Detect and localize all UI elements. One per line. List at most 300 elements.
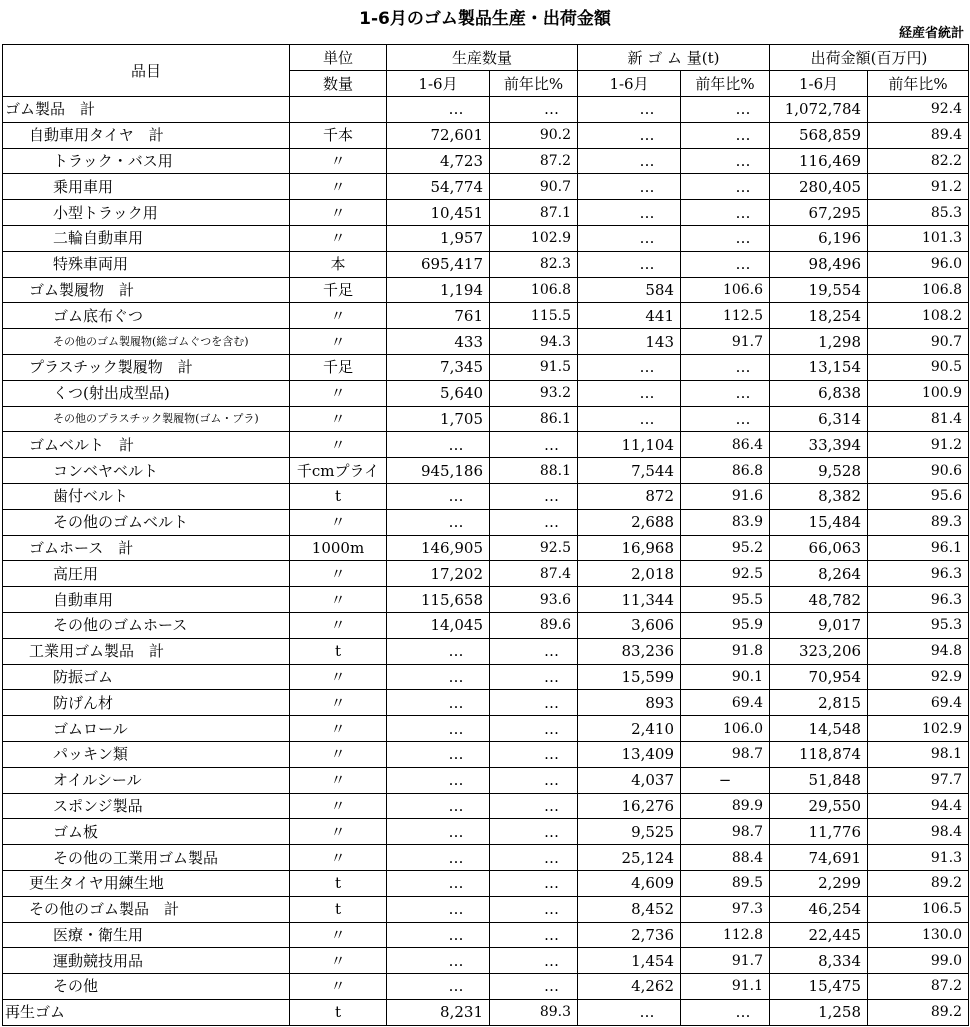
production-qty-cell: 7,345 bbox=[387, 354, 490, 380]
production-table bbox=[2, 44, 969, 1026]
item-name-cell: その他の工業用ゴム製品 bbox=[3, 845, 290, 871]
shipment-yoy-cell: 99.0 bbox=[868, 948, 969, 974]
production-yoy-cell: 90.2 bbox=[490, 122, 578, 148]
shipment-value-cell: 74,691 bbox=[770, 845, 868, 871]
new-rubber-yoy-cell: 112.5 bbox=[681, 303, 770, 329]
table-row bbox=[3, 870, 969, 896]
shipment-yoy-cell: 97.7 bbox=[868, 767, 969, 793]
table-row bbox=[3, 896, 969, 922]
shipment-value-cell: 13,154 bbox=[770, 354, 868, 380]
new-rubber-qty-cell: 893 bbox=[578, 690, 681, 716]
production-qty-cell: 72,601 bbox=[387, 122, 490, 148]
new-rubber-yoy-cell: … bbox=[681, 354, 770, 380]
new-rubber-yoy-cell: … bbox=[681, 97, 770, 123]
shipment-yoy-cell: 92.4 bbox=[868, 97, 969, 123]
item-name-cell: コンベヤベルト bbox=[3, 458, 290, 484]
production-qty-cell: … bbox=[387, 845, 490, 871]
new-rubber-qty-cell: 2,688 bbox=[578, 509, 681, 535]
new-rubber-yoy-cell: 106.0 bbox=[681, 716, 770, 742]
shipment-value-cell: 15,484 bbox=[770, 509, 868, 535]
item-name-cell: 工業用ゴム製品 計 bbox=[3, 638, 290, 664]
shipment-yoy-cell: 98.4 bbox=[868, 819, 969, 845]
unit-cell: t bbox=[290, 999, 387, 1025]
new-rubber-qty-cell: 25,124 bbox=[578, 845, 681, 871]
production-qty-cell: 8,231 bbox=[387, 999, 490, 1025]
new-rubber-qty-cell: … bbox=[578, 225, 681, 251]
shipment-value-cell: 33,394 bbox=[770, 432, 868, 458]
new-rubber-yoy-cell: … bbox=[681, 999, 770, 1025]
unit-cell: 〃 bbox=[290, 509, 387, 535]
new-rubber-qty-cell: 83,236 bbox=[578, 638, 681, 664]
new-rubber-qty-cell: 16,968 bbox=[578, 535, 681, 561]
production-yoy-cell: … bbox=[490, 741, 578, 767]
table-body bbox=[3, 97, 969, 1026]
production-qty-cell: … bbox=[387, 97, 490, 123]
new-rubber-yoy-cell: … bbox=[681, 380, 770, 406]
unit-cell: 〃 bbox=[290, 432, 387, 458]
unit-cell: 1000m bbox=[290, 535, 387, 561]
item-name-cell: ゴム製品 計 bbox=[3, 97, 290, 123]
shipment-value-cell: 70,954 bbox=[770, 664, 868, 690]
header-ship-yoy: 前年比% bbox=[868, 71, 969, 97]
production-qty-cell: … bbox=[387, 483, 490, 509]
shipment-value-cell: 67,295 bbox=[770, 200, 868, 226]
production-yoy-cell: … bbox=[490, 793, 578, 819]
shipment-value-cell: 116,469 bbox=[770, 148, 868, 174]
production-qty-cell: 761 bbox=[387, 303, 490, 329]
unit-cell: t bbox=[290, 483, 387, 509]
production-qty-cell: … bbox=[387, 509, 490, 535]
item-name-cell: プラスチック製履物 計 bbox=[3, 354, 290, 380]
unit-cell: 〃 bbox=[290, 819, 387, 845]
production-yoy-cell: … bbox=[490, 716, 578, 742]
new-rubber-yoy-cell: 98.7 bbox=[681, 819, 770, 845]
shipment-yoy-cell: 91.2 bbox=[868, 174, 969, 200]
table-row bbox=[3, 148, 969, 174]
production-qty-cell: 10,451 bbox=[387, 200, 490, 226]
table-row bbox=[3, 535, 969, 561]
shipment-value-cell: 568,859 bbox=[770, 122, 868, 148]
shipment-yoy-cell: 94.4 bbox=[868, 793, 969, 819]
header-prod-yoy: 前年比% bbox=[490, 71, 578, 97]
production-yoy-cell: 115.5 bbox=[490, 303, 578, 329]
shipment-yoy-cell: 106.5 bbox=[868, 896, 969, 922]
header-unit: 単位 bbox=[290, 45, 387, 71]
table-row bbox=[3, 483, 969, 509]
new-rubber-qty-cell: 13,409 bbox=[578, 741, 681, 767]
shipment-yoy-cell: 95.3 bbox=[868, 612, 969, 638]
production-yoy-cell: 87.4 bbox=[490, 561, 578, 587]
production-yoy-cell: … bbox=[490, 664, 578, 690]
shipment-value-cell: 6,314 bbox=[770, 406, 868, 432]
unit-cell: 〃 bbox=[290, 612, 387, 638]
production-yoy-cell: 91.5 bbox=[490, 354, 578, 380]
shipment-yoy-cell: 92.9 bbox=[868, 664, 969, 690]
item-name-cell: 防げん材 bbox=[3, 690, 290, 716]
production-qty-cell: … bbox=[387, 948, 490, 974]
shipment-yoy-cell: 130.0 bbox=[868, 922, 969, 948]
new-rubber-qty-cell: 143 bbox=[578, 329, 681, 355]
new-rubber-yoy-cell: … bbox=[681, 406, 770, 432]
item-name-cell: 自動車用 bbox=[3, 587, 290, 613]
new-rubber-qty-cell: 2,018 bbox=[578, 561, 681, 587]
item-name-cell: 特殊車両用 bbox=[3, 251, 290, 277]
item-name-cell: 更生タイヤ用練生地 bbox=[3, 870, 290, 896]
table-row bbox=[3, 251, 969, 277]
production-qty-cell: … bbox=[387, 432, 490, 458]
table-row bbox=[3, 329, 969, 355]
item-name-cell: 高圧用 bbox=[3, 561, 290, 587]
shipment-value-cell: 51,848 bbox=[770, 767, 868, 793]
shipment-value-cell: 9,528 bbox=[770, 458, 868, 484]
unit-cell: 〃 bbox=[290, 690, 387, 716]
new-rubber-qty-cell: 4,037 bbox=[578, 767, 681, 793]
new-rubber-yoy-cell: 91.7 bbox=[681, 948, 770, 974]
table-row bbox=[3, 845, 969, 871]
header-quantity: 数量 bbox=[290, 71, 387, 97]
production-qty-cell: 146,905 bbox=[387, 535, 490, 561]
unit-cell: 〃 bbox=[290, 845, 387, 871]
production-qty-cell: … bbox=[387, 741, 490, 767]
production-yoy-cell: … bbox=[490, 845, 578, 871]
new-rubber-yoy-cell: 69.4 bbox=[681, 690, 770, 716]
shipment-yoy-cell: 98.1 bbox=[868, 741, 969, 767]
item-name-cell: 歯付ベルト bbox=[3, 483, 290, 509]
item-name-cell: ゴム底布ぐつ bbox=[3, 303, 290, 329]
item-name-cell: パッキン類 bbox=[3, 741, 290, 767]
shipment-yoy-cell: 96.0 bbox=[868, 251, 969, 277]
production-qty-cell: … bbox=[387, 793, 490, 819]
unit-cell: t bbox=[290, 870, 387, 896]
header-production: 生産数量 bbox=[387, 45, 578, 71]
production-yoy-cell: 82.3 bbox=[490, 251, 578, 277]
new-rubber-qty-cell: 11,344 bbox=[578, 587, 681, 613]
new-rubber-qty-cell: 872 bbox=[578, 483, 681, 509]
new-rubber-yoy-cell: 90.1 bbox=[681, 664, 770, 690]
shipment-yoy-cell: 69.4 bbox=[868, 690, 969, 716]
new-rubber-qty-cell: … bbox=[578, 122, 681, 148]
new-rubber-qty-cell: … bbox=[578, 148, 681, 174]
table-row bbox=[3, 225, 969, 251]
shipment-value-cell: 15,475 bbox=[770, 974, 868, 1000]
shipment-yoy-cell: 106.8 bbox=[868, 277, 969, 303]
production-qty-cell: … bbox=[387, 974, 490, 1000]
unit-cell: 〃 bbox=[290, 406, 387, 432]
item-name-cell: ゴム製履物 計 bbox=[3, 277, 290, 303]
shipment-value-cell: 14,548 bbox=[770, 716, 868, 742]
shipment-yoy-cell: 89.4 bbox=[868, 122, 969, 148]
unit-cell: 千足 bbox=[290, 277, 387, 303]
new-rubber-qty-cell: 441 bbox=[578, 303, 681, 329]
production-yoy-cell: … bbox=[490, 509, 578, 535]
table-row bbox=[3, 509, 969, 535]
table-row bbox=[3, 767, 969, 793]
item-name-cell: 乗用車用 bbox=[3, 174, 290, 200]
production-yoy-cell: 86.1 bbox=[490, 406, 578, 432]
item-name-cell: 自動車用タイヤ 計 bbox=[3, 122, 290, 148]
unit-cell: 〃 bbox=[290, 587, 387, 613]
new-rubber-qty-cell: … bbox=[578, 251, 681, 277]
new-rubber-yoy-cell: 106.6 bbox=[681, 277, 770, 303]
new-rubber-yoy-cell: … bbox=[681, 251, 770, 277]
shipment-yoy-cell: 91.2 bbox=[868, 432, 969, 458]
new-rubber-yoy-cell: 91.6 bbox=[681, 483, 770, 509]
unit-cell: 〃 bbox=[290, 793, 387, 819]
production-yoy-cell: … bbox=[490, 97, 578, 123]
unit-cell: 〃 bbox=[290, 741, 387, 767]
production-qty-cell: … bbox=[387, 870, 490, 896]
new-rubber-qty-cell: 3,606 bbox=[578, 612, 681, 638]
new-rubber-yoy-cell: − bbox=[681, 767, 770, 793]
shipment-yoy-cell: 87.2 bbox=[868, 974, 969, 1000]
production-qty-cell: 5,640 bbox=[387, 380, 490, 406]
shipment-value-cell: 29,550 bbox=[770, 793, 868, 819]
shipment-yoy-cell: 85.3 bbox=[868, 200, 969, 226]
new-rubber-yoy-cell: 91.7 bbox=[681, 329, 770, 355]
production-qty-cell: 433 bbox=[387, 329, 490, 355]
new-rubber-yoy-cell: … bbox=[681, 122, 770, 148]
source-note: 経産省統計 bbox=[898, 26, 964, 41]
production-yoy-cell: 89.6 bbox=[490, 612, 578, 638]
unit-cell: 〃 bbox=[290, 174, 387, 200]
table-row bbox=[3, 458, 969, 484]
new-rubber-qty-cell: … bbox=[578, 200, 681, 226]
production-qty-cell: 1,705 bbox=[387, 406, 490, 432]
table-row bbox=[3, 922, 969, 948]
shipment-yoy-cell: 96.3 bbox=[868, 587, 969, 613]
header-shipment: 出荷金額(百万円) bbox=[770, 45, 969, 71]
header-rubber-yoy: 前年比% bbox=[681, 71, 770, 97]
shipment-value-cell: 18,254 bbox=[770, 303, 868, 329]
production-qty-cell: 115,658 bbox=[387, 587, 490, 613]
table-row bbox=[3, 793, 969, 819]
production-yoy-cell: … bbox=[490, 638, 578, 664]
item-name-cell: トラック・バス用 bbox=[3, 148, 290, 174]
header-new-rubber: 新 ゴ ム 量(t) bbox=[578, 45, 770, 71]
header-prod-period: 1-6月 bbox=[387, 71, 490, 97]
table-row bbox=[3, 432, 969, 458]
item-name-cell: ゴムベルト 計 bbox=[3, 432, 290, 458]
shipment-value-cell: 8,264 bbox=[770, 561, 868, 587]
new-rubber-qty-cell: … bbox=[578, 174, 681, 200]
item-name-cell: ゴム板 bbox=[3, 819, 290, 845]
unit-cell: 〃 bbox=[290, 329, 387, 355]
table-row bbox=[3, 97, 969, 123]
table-row bbox=[3, 354, 969, 380]
production-yoy-cell: 87.1 bbox=[490, 200, 578, 226]
item-name-cell: ゴムロール bbox=[3, 716, 290, 742]
item-name-cell: その他のゴム製品 計 bbox=[3, 896, 290, 922]
unit-cell: 〃 bbox=[290, 974, 387, 1000]
table-row bbox=[3, 380, 969, 406]
shipment-value-cell: 2,299 bbox=[770, 870, 868, 896]
shipment-value-cell: 48,782 bbox=[770, 587, 868, 613]
production-yoy-cell: 106.8 bbox=[490, 277, 578, 303]
shipment-value-cell: 2,815 bbox=[770, 690, 868, 716]
unit-cell: 千cmプライ bbox=[290, 458, 387, 484]
production-qty-cell: … bbox=[387, 767, 490, 793]
unit-cell: 本 bbox=[290, 251, 387, 277]
table-row bbox=[3, 406, 969, 432]
table-row bbox=[3, 638, 969, 664]
unit-cell: t bbox=[290, 896, 387, 922]
item-name-cell: 防振ゴム bbox=[3, 664, 290, 690]
production-yoy-cell: … bbox=[490, 767, 578, 793]
new-rubber-qty-cell: 1,454 bbox=[578, 948, 681, 974]
item-name-cell: オイルシール bbox=[3, 767, 290, 793]
production-yoy-cell: … bbox=[490, 870, 578, 896]
new-rubber-yoy-cell: 86.4 bbox=[681, 432, 770, 458]
shipment-value-cell: 6,838 bbox=[770, 380, 868, 406]
new-rubber-qty-cell: 4,262 bbox=[578, 974, 681, 1000]
production-yoy-cell: … bbox=[490, 974, 578, 1000]
shipment-yoy-cell: 91.3 bbox=[868, 845, 969, 871]
shipment-yoy-cell: 94.8 bbox=[868, 638, 969, 664]
production-qty-cell: 54,774 bbox=[387, 174, 490, 200]
new-rubber-yoy-cell: 89.9 bbox=[681, 793, 770, 819]
table-row bbox=[3, 690, 969, 716]
unit-cell: 〃 bbox=[290, 225, 387, 251]
new-rubber-qty-cell: 2,736 bbox=[578, 922, 681, 948]
shipment-value-cell: 98,496 bbox=[770, 251, 868, 277]
production-qty-cell: 4,723 bbox=[387, 148, 490, 174]
production-yoy-cell: … bbox=[490, 948, 578, 974]
shipment-value-cell: 1,258 bbox=[770, 999, 868, 1025]
item-name-cell: 運動競技用品 bbox=[3, 948, 290, 974]
table-row bbox=[3, 200, 969, 226]
new-rubber-yoy-cell: 92.5 bbox=[681, 561, 770, 587]
production-qty-cell: … bbox=[387, 690, 490, 716]
new-rubber-yoy-cell: 91.1 bbox=[681, 974, 770, 1000]
header-item: 品目 bbox=[3, 45, 290, 97]
new-rubber-qty-cell: 7,544 bbox=[578, 458, 681, 484]
shipment-value-cell: 1,072,784 bbox=[770, 97, 868, 123]
item-name-cell: 小型トラック用 bbox=[3, 200, 290, 226]
shipment-value-cell: 19,554 bbox=[770, 277, 868, 303]
production-yoy-cell: 102.9 bbox=[490, 225, 578, 251]
production-qty-cell: 945,186 bbox=[387, 458, 490, 484]
unit-cell: 〃 bbox=[290, 303, 387, 329]
table-row bbox=[3, 999, 969, 1025]
shipment-value-cell: 9,017 bbox=[770, 612, 868, 638]
unit-cell: 千足 bbox=[290, 354, 387, 380]
shipment-value-cell: 66,063 bbox=[770, 535, 868, 561]
production-yoy-cell: 87.2 bbox=[490, 148, 578, 174]
shipment-value-cell: 22,445 bbox=[770, 922, 868, 948]
unit-cell: 〃 bbox=[290, 716, 387, 742]
unit-cell: 〃 bbox=[290, 767, 387, 793]
new-rubber-yoy-cell: 95.2 bbox=[681, 535, 770, 561]
new-rubber-yoy-cell: 95.9 bbox=[681, 612, 770, 638]
shipment-value-cell: 8,382 bbox=[770, 483, 868, 509]
new-rubber-qty-cell: … bbox=[578, 380, 681, 406]
shipment-yoy-cell: 96.3 bbox=[868, 561, 969, 587]
production-qty-cell: 17,202 bbox=[387, 561, 490, 587]
production-yoy-cell: 89.3 bbox=[490, 999, 578, 1025]
production-qty-cell: 695,417 bbox=[387, 251, 490, 277]
shipment-yoy-cell: 100.9 bbox=[868, 380, 969, 406]
unit-cell: 〃 bbox=[290, 380, 387, 406]
shipment-value-cell: 11,776 bbox=[770, 819, 868, 845]
item-name-cell: くつ(射出成型品) bbox=[3, 380, 290, 406]
new-rubber-yoy-cell: … bbox=[681, 200, 770, 226]
unit-cell: t bbox=[290, 638, 387, 664]
unit-cell: 〃 bbox=[290, 148, 387, 174]
production-yoy-cell: … bbox=[490, 432, 578, 458]
shipment-yoy-cell: 102.9 bbox=[868, 716, 969, 742]
production-qty-cell: … bbox=[387, 638, 490, 664]
new-rubber-yoy-cell: 98.7 bbox=[681, 741, 770, 767]
table-row bbox=[3, 716, 969, 742]
production-yoy-cell: … bbox=[490, 896, 578, 922]
table-row bbox=[3, 303, 969, 329]
shipment-value-cell: 46,254 bbox=[770, 896, 868, 922]
production-qty-cell: … bbox=[387, 716, 490, 742]
item-name-cell: 再生ゴム bbox=[3, 999, 290, 1025]
item-name-cell: その他 bbox=[3, 974, 290, 1000]
new-rubber-yoy-cell: 88.4 bbox=[681, 845, 770, 871]
item-name-cell: その他のゴムベルト bbox=[3, 509, 290, 535]
shipment-yoy-cell: 101.3 bbox=[868, 225, 969, 251]
new-rubber-yoy-cell: 95.5 bbox=[681, 587, 770, 613]
production-qty-cell: … bbox=[387, 664, 490, 690]
item-name-cell: 医療・衛生用 bbox=[3, 922, 290, 948]
production-qty-cell: … bbox=[387, 922, 490, 948]
new-rubber-qty-cell: … bbox=[578, 97, 681, 123]
shipment-yoy-cell: 90.6 bbox=[868, 458, 969, 484]
new-rubber-yoy-cell: 83.9 bbox=[681, 509, 770, 535]
table-row bbox=[3, 174, 969, 200]
production-yoy-cell: … bbox=[490, 819, 578, 845]
production-qty-cell: 1,194 bbox=[387, 277, 490, 303]
shipment-value-cell: 8,334 bbox=[770, 948, 868, 974]
shipment-value-cell: 323,206 bbox=[770, 638, 868, 664]
production-yoy-cell: 90.7 bbox=[490, 174, 578, 200]
header-rubber-period: 1-6月 bbox=[578, 71, 681, 97]
production-yoy-cell: 94.3 bbox=[490, 329, 578, 355]
production-yoy-cell: 93.2 bbox=[490, 380, 578, 406]
header-ship-period: 1-6月 bbox=[770, 71, 868, 97]
new-rubber-yoy-cell: 86.8 bbox=[681, 458, 770, 484]
unit-cell: 〃 bbox=[290, 200, 387, 226]
shipment-yoy-cell: 90.7 bbox=[868, 329, 969, 355]
shipment-yoy-cell: 82.2 bbox=[868, 148, 969, 174]
table-row bbox=[3, 122, 969, 148]
production-yoy-cell: 92.5 bbox=[490, 535, 578, 561]
new-rubber-qty-cell: 11,104 bbox=[578, 432, 681, 458]
shipment-value-cell: 6,196 bbox=[770, 225, 868, 251]
shipment-yoy-cell: 89.3 bbox=[868, 509, 969, 535]
shipment-yoy-cell: 89.2 bbox=[868, 870, 969, 896]
new-rubber-yoy-cell: … bbox=[681, 148, 770, 174]
item-name-cell: その他のゴム製履物(総ゴムぐつを含む) bbox=[3, 329, 290, 355]
table-row bbox=[3, 948, 969, 974]
new-rubber-yoy-cell: … bbox=[681, 174, 770, 200]
new-rubber-yoy-cell: 91.8 bbox=[681, 638, 770, 664]
new-rubber-qty-cell: … bbox=[578, 406, 681, 432]
new-rubber-qty-cell: 584 bbox=[578, 277, 681, 303]
item-name-cell: ゴムホース 計 bbox=[3, 535, 290, 561]
shipment-value-cell: 280,405 bbox=[770, 174, 868, 200]
shipment-value-cell: 118,874 bbox=[770, 741, 868, 767]
shipment-yoy-cell: 81.4 bbox=[868, 406, 969, 432]
production-yoy-cell: … bbox=[490, 483, 578, 509]
new-rubber-qty-cell: … bbox=[578, 999, 681, 1025]
item-name-cell: スポンジ製品 bbox=[3, 793, 290, 819]
shipment-yoy-cell: 89.2 bbox=[868, 999, 969, 1025]
new-rubber-qty-cell: 16,276 bbox=[578, 793, 681, 819]
production-yoy-cell: 93.6 bbox=[490, 587, 578, 613]
